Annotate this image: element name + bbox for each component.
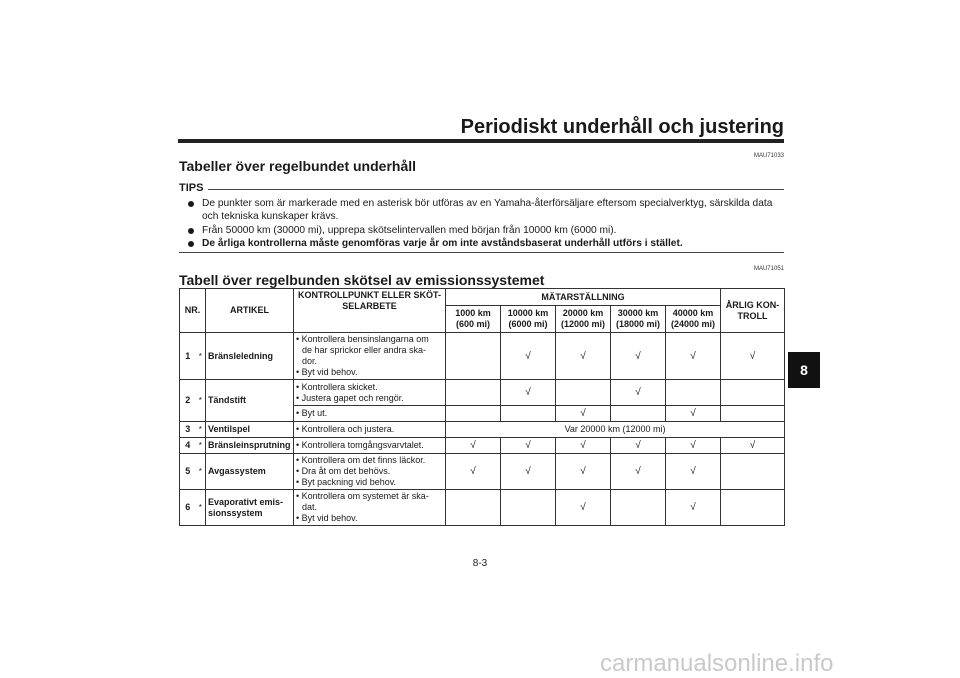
- check-cell: √: [556, 438, 611, 454]
- row-item: Avgassystem: [206, 454, 294, 490]
- point-line: • Kontrollera bensinslangarna om: [296, 334, 429, 344]
- check-cell: [446, 406, 501, 422]
- check-cell: √: [446, 454, 501, 490]
- table-row: [180, 454, 785, 490]
- row-item: Tändstift: [206, 380, 294, 422]
- point-line: • Kontrollera tomgångsvarvtalet.: [296, 440, 424, 450]
- table-row: [180, 333, 785, 380]
- check-cell: [721, 380, 785, 406]
- header-odo: 40000 km (24000 mi): [666, 306, 721, 333]
- check-cell: √: [611, 380, 666, 406]
- asterisk-mark: *: [196, 490, 206, 526]
- check-cell: √: [556, 406, 611, 422]
- point-line: • Kontrollera och justera.: [296, 424, 395, 434]
- check-cell: √: [446, 438, 501, 454]
- check-cell: [446, 333, 501, 380]
- row-points: [294, 333, 446, 380]
- header-odo: 10000 km (6000 mi): [501, 306, 556, 333]
- row-points: [294, 380, 446, 406]
- check-cell: [611, 490, 666, 526]
- tips-label: TIPS: [179, 182, 204, 194]
- table-row: [180, 380, 785, 406]
- header-rule: [178, 139, 784, 143]
- asterisk-mark: *: [196, 454, 206, 490]
- check-cell: √: [611, 454, 666, 490]
- check-cell: √: [611, 333, 666, 380]
- table-row: [180, 422, 785, 438]
- check-cell: √: [501, 454, 556, 490]
- table-row: [180, 438, 785, 454]
- point-line: dor.: [302, 356, 318, 366]
- tips-list: [188, 197, 784, 250]
- interval-span-cell: Var 20000 km (12000 mi): [446, 422, 785, 438]
- page-number: 8-3: [472, 558, 488, 569]
- check-cell: √: [556, 333, 611, 380]
- check-cell: √: [666, 406, 721, 422]
- tips-item: De årliga kontrollerna måste genomföras varje år om inte avståndsbaserat underhåll utförs i stället.: [188, 237, 784, 250]
- row-item: Evaporativt emis-sionssystem: [206, 490, 294, 526]
- point-line: • Byt packning vid behov.: [296, 477, 397, 487]
- row-item: Bränsleledning: [206, 333, 294, 380]
- check-cell: √: [501, 333, 556, 380]
- tips-divider: [208, 189, 784, 190]
- header-nr: NR.: [180, 289, 206, 333]
- check-cell: √: [611, 438, 666, 454]
- check-cell: √: [721, 438, 785, 454]
- tips-item: Från 50000 km (30000 mi), upprepa skötselintervallen med början från 10000 km (6000 mi).: [188, 224, 784, 237]
- header-kontroll: KONTROLLPUNKT ELLER SKÖT-SELARBETE: [294, 289, 446, 333]
- row-number: 5: [180, 454, 196, 490]
- table-row: [180, 490, 785, 526]
- watermark: carmanualsonline.info: [600, 650, 834, 677]
- tips-item: De punkter som är markerade med en asterisk bör utföras av en Yamaha-återförsäljare eftersom specialverktyg, särskilda data och tekniska kunskaper krävs.: [188, 197, 784, 224]
- point-line: • Kontrollera skicket.: [296, 381, 378, 392]
- check-cell: [666, 380, 721, 406]
- row-item: Ventilspel: [206, 422, 294, 438]
- point-line: • Kontrollera om det finns läckor.: [296, 455, 426, 465]
- header-odo: 30000 km (18000 mi): [611, 306, 666, 333]
- point-line: • Byt vid behov.: [296, 513, 358, 523]
- asterisk-mark: *: [196, 438, 206, 454]
- check-cell: √: [666, 490, 721, 526]
- check-cell: √: [501, 438, 556, 454]
- check-cell: √: [556, 490, 611, 526]
- row-points: [294, 422, 446, 438]
- row-number: 2: [180, 380, 196, 422]
- header-odo: 20000 km (12000 mi): [556, 306, 611, 333]
- check-cell: √: [501, 380, 556, 406]
- check-cell: [501, 406, 556, 422]
- point-line: dat.: [302, 502, 318, 512]
- check-cell: [611, 406, 666, 422]
- point-line: • Kontrollera om systemet är ska-: [296, 491, 429, 501]
- check-cell: [556, 380, 611, 406]
- header-artikel: ARTIKEL: [206, 289, 294, 333]
- check-cell: [501, 490, 556, 526]
- check-cell: √: [666, 333, 721, 380]
- header-arlig-kontroll: ÅRLIG KON-TROLL: [721, 289, 785, 333]
- header-odo: 1000 km (600 mi): [446, 306, 501, 333]
- tips-bottom-divider: [179, 252, 784, 253]
- check-cell: [721, 490, 785, 526]
- chapter-tab: 8: [788, 352, 820, 388]
- row-points: [294, 490, 446, 526]
- row-number: 3: [180, 422, 196, 438]
- page-header-title: Periodiskt underhåll och justering: [460, 116, 784, 138]
- row-number: 4: [180, 438, 196, 454]
- header-matarstallning: MÄTARSTÄLLNING: [446, 289, 721, 306]
- check-cell: √: [666, 438, 721, 454]
- section-title: Tabell över regelbunden skötsel av emissionssystemet: [179, 272, 545, 288]
- check-cell: √: [556, 454, 611, 490]
- point-line: • Dra åt om det behövs.: [296, 466, 391, 476]
- row-points: [294, 406, 446, 422]
- row-item: Bränsleinsprutning: [206, 438, 294, 454]
- point-line: • Byt vid behov.: [296, 367, 358, 377]
- section-code: MAU71033: [753, 153, 784, 159]
- row-number: 6: [180, 490, 196, 526]
- row-points: [294, 454, 446, 490]
- check-cell: [721, 454, 785, 490]
- check-cell: √: [721, 333, 785, 380]
- check-cell: [446, 380, 501, 406]
- asterisk-mark: *: [196, 380, 206, 422]
- section-code: MAU71051: [753, 266, 784, 272]
- emission-maintenance-table: [179, 288, 785, 526]
- check-cell: √: [666, 454, 721, 490]
- section-title: Tabeller över regelbundet underhåll: [179, 158, 417, 174]
- point-line: • Justera gapet och rengör.: [296, 392, 404, 403]
- asterisk-mark: *: [196, 422, 206, 438]
- check-cell: [446, 490, 501, 526]
- row-number: 1: [180, 333, 196, 380]
- row-points: [294, 438, 446, 454]
- check-cell: [721, 406, 785, 422]
- point-line: de har sprickor eller andra ska-: [302, 345, 427, 355]
- point-line: • Byt ut.: [296, 408, 328, 418]
- asterisk-mark: *: [196, 333, 206, 380]
